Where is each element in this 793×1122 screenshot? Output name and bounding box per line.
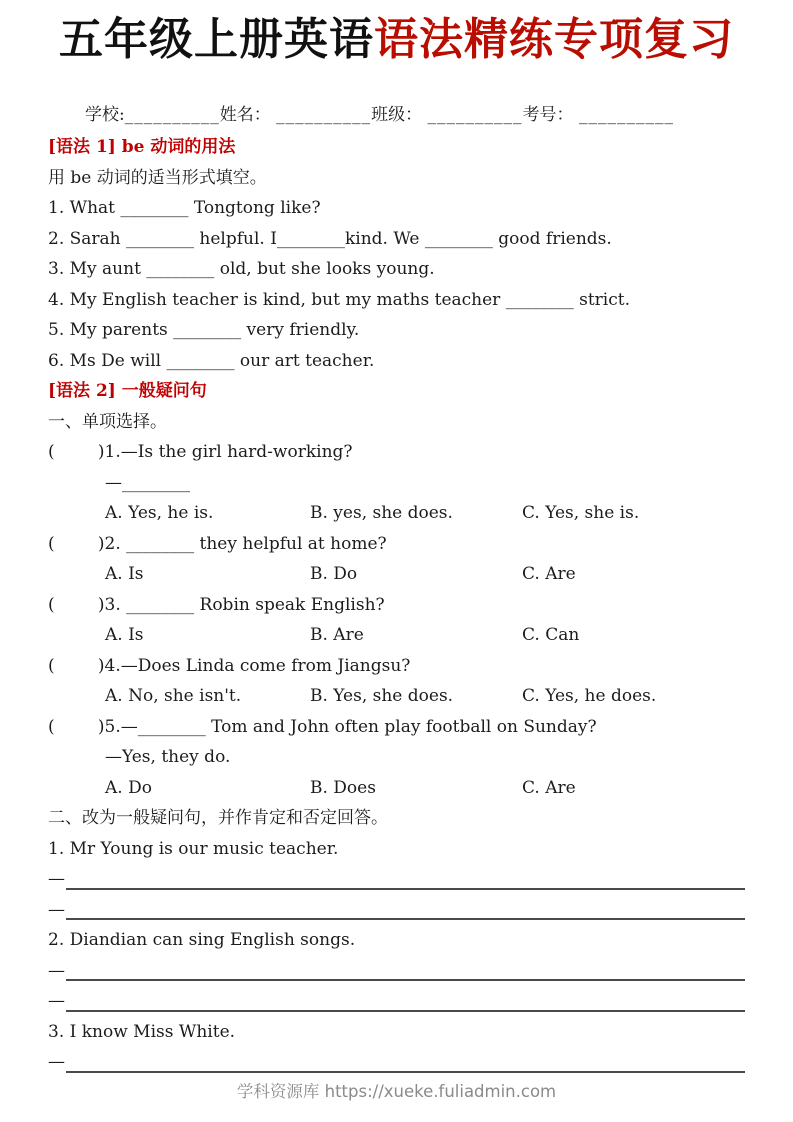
answer-paren: ( ) — [48, 716, 105, 737]
name-label: 姓名： — [219, 105, 271, 125]
mc-question-3-text: 3. ________ Robin speak English? — [104, 594, 385, 615]
grammar1-item-1: 1. What ________ Tongtong like? — [48, 198, 321, 218]
examno-blank: __________ — [578, 105, 674, 125]
rewrite-sentence-1: 1. Mr Young is our music teacher. — [48, 838, 339, 859]
option-a: A. Is — [105, 564, 144, 584]
answer-rule — [66, 988, 745, 1012]
mc-question-3-options — [48, 620, 745, 651]
mc-question-1-options — [48, 498, 745, 529]
option-b: B. Do — [310, 564, 358, 584]
option-c: C. Can — [522, 625, 580, 645]
mc-question-2-text: 2. ________ they helpful at home? — [104, 533, 387, 554]
answer-rule — [66, 896, 745, 920]
mc-question-4-options — [48, 681, 745, 712]
grammar1-heading: [语法 1] be 动词的用法 — [48, 137, 236, 157]
answer-line — [48, 956, 745, 987]
mc-question-5-options — [48, 773, 745, 804]
grammar1-item-5: 5. My parents ________ very friendly. — [48, 320, 360, 340]
answer-line — [48, 986, 745, 1017]
grammar1-instruction: 用 be 动词的适当形式填空。 — [48, 167, 267, 188]
title-red-part: 语法精练专项复习 — [374, 14, 734, 65]
option-b: B. yes, she does. — [310, 503, 453, 523]
option-c: C. Yes, he does. — [522, 686, 657, 706]
option-a: A. Is — [105, 625, 144, 645]
grammar1-item-2: 2. Sarah ________ helpful. I________kind. We ________ good friends. — [48, 228, 612, 249]
answer-dash: — — [48, 899, 65, 920]
option-c: C. Are — [522, 564, 576, 584]
answer-paren: ( ) — [48, 533, 105, 554]
answer-dash: — — [48, 1052, 65, 1072]
footer-site-label: 学科资源库 — [236, 1081, 320, 1101]
answer-line — [48, 1047, 745, 1078]
rewrite-sentence-3: 3. I know Miss White. — [48, 1021, 236, 1042]
option-a: A. No, she isn't. — [105, 686, 242, 706]
worksheet-body — [0, 132, 793, 1078]
option-b: B. Are — [310, 625, 364, 645]
answer-line — [48, 895, 745, 926]
mc-question-3 — [48, 590, 745, 621]
mc-question-4-text: 4.—Does Linda come from Jiangsu? — [104, 655, 411, 676]
answer-rule — [66, 866, 745, 890]
mc-question-2 — [48, 529, 745, 560]
answer-paren: ( ) — [48, 442, 105, 462]
answer-paren: ( ) — [48, 655, 105, 676]
option-a: A. Do — [105, 777, 152, 798]
mc-question-2-options — [48, 559, 745, 590]
answer-rule — [66, 1049, 745, 1073]
mc-question-1 — [48, 437, 745, 468]
class-blank: __________ — [427, 105, 523, 125]
option-a: A. Yes, he is. — [105, 503, 214, 523]
answer-dash: — — [48, 960, 65, 981]
option-c: C. Are — [522, 777, 576, 798]
option-c: C. Yes, she is. — [522, 503, 640, 523]
mc-question-5-sub: —Yes, they do. — [105, 747, 231, 767]
rewrite-sentence-2: 2. Diandian can sing English songs. — [48, 930, 356, 950]
class-label: 班级： — [371, 105, 423, 125]
footer-url[interactable]: https://xueke.fuliadmin.com — [324, 1081, 557, 1101]
grammar1-item-3: 3. My aunt ________ old, but she looks young. — [48, 259, 435, 279]
name-blank: __________ — [276, 105, 372, 125]
answer-paren: ( ) — [48, 594, 105, 615]
option-b: B. Yes, she does. — [310, 686, 454, 706]
answer-rule — [66, 957, 745, 981]
answer-dash: — — [48, 869, 65, 889]
option-b: B. Does — [310, 777, 376, 798]
school-label: 学校: — [85, 105, 125, 125]
mc-question-5-text: 5.—________ Tom and John often play football on Sunday? — [104, 716, 597, 737]
page-title — [0, 14, 793, 66]
answer-line — [48, 864, 745, 895]
student-info-row — [0, 102, 793, 128]
grammar1-item-6: 6. Ms De will ________ our art teacher. — [48, 350, 375, 371]
mc-question-1-text: 1.—Is the girl hard-working? — [104, 442, 353, 462]
answer-dash: — — [48, 991, 65, 1011]
title-black-part: 五年级上册英语 — [59, 14, 374, 65]
examno-label: 考号： — [522, 105, 574, 125]
mc-question-5 — [48, 712, 745, 743]
mc-question-1-sub: —________ — [105, 472, 190, 493]
mc-question-4 — [48, 651, 745, 682]
part2-heading: 二、改为一般疑问句，并作肯定和否定回答。 — [48, 808, 388, 828]
grammar2-heading: [语法 2] 一般疑问句 — [48, 381, 207, 401]
grammar1-item-4: 4. My English teacher is kind, but my maths teacher ________ strict. — [48, 289, 630, 310]
school-blank: __________ — [124, 105, 220, 125]
part1-heading: 一、单项选择。 — [48, 411, 167, 432]
footer-watermark — [0, 1079, 793, 1105]
